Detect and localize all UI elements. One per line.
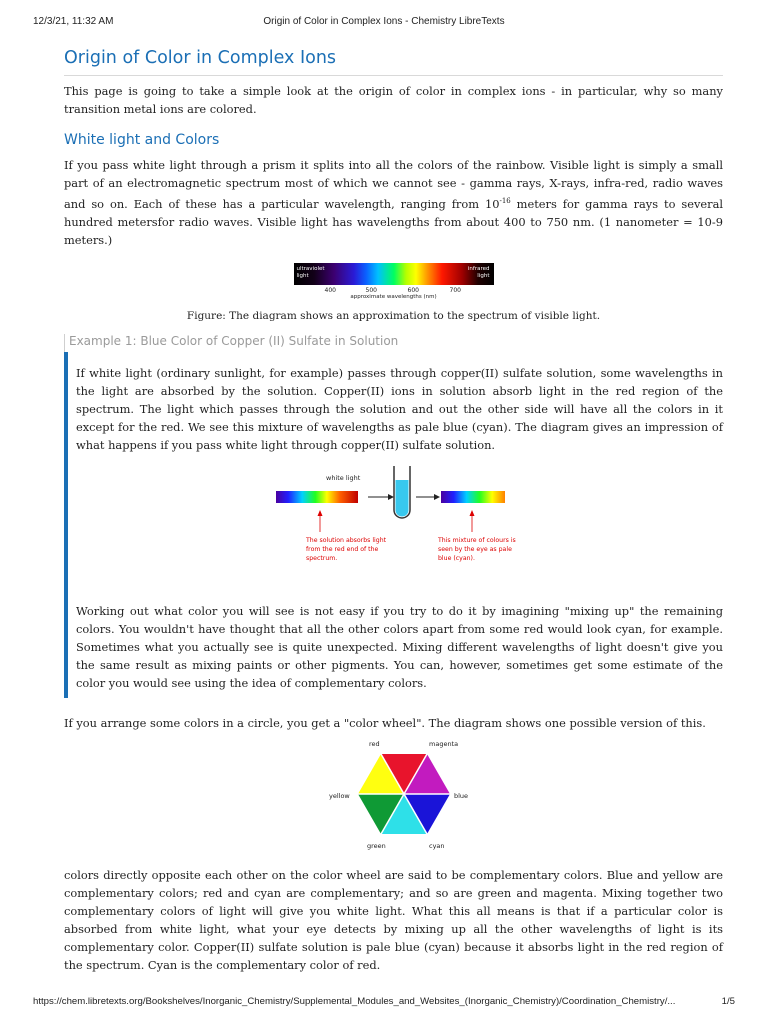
wheel-label-magenta: magenta: [428, 739, 458, 748]
example-paragraph-2: Working out what color you will see is not easy if you try to do it by imagining "mixing up" the remaining colors. You wouldn't have thought that all the other colors apart from some red would look cyan, for example. Sometimes what you actually see is quite unexpected. Mixing different wavelengths of light doesn't give you the same result as mixing paints or other pigments. You can, however, sometimes get some estimate of the color you would see using the idea of complementary colors.: [76, 603, 723, 690]
absorb-note: The solution absorbs light from the red end of the spectrum.: [306, 536, 387, 562]
example-body: [64, 352, 723, 698]
white-light-label: white light: [326, 473, 361, 482]
spectrum-bar: [294, 263, 494, 285]
print-header: [33, 16, 735, 32]
tick-label: 400: [324, 286, 336, 294]
tick-label: 700: [449, 286, 461, 294]
page-url: https://chem.libretexts.org/Bookshelves/Inorganic_Chemistry/Supplemental_Modules_and_Websites_(Inorganic_Chemistry)/Coordination_Chemistry/...: [33, 996, 676, 1007]
para-part-b: meters for gamma rays to several hundred metersfor radio waves. Visible light has wavelengths from about 400 to 750 nm. (1 nanometer = 10-9 meters.): [64, 196, 723, 247]
print-title: Origin of Color in Complex Ions - Chemistry LibreTexts: [263, 16, 505, 27]
spectrum-ticks: [294, 285, 494, 295]
red-arrow-icon: [470, 510, 475, 516]
wheel-intro-paragraph: If you arrange some colors in a circle, you get a "color wheel". The diagram shows one possible version of this.: [64, 715, 706, 730]
page-title: Origin of Color in Complex Ions: [64, 44, 723, 76]
exponent: -16: [499, 197, 511, 205]
tick-label: 500: [365, 286, 377, 294]
print-footer: [33, 996, 735, 1010]
wheel-label-green: green: [366, 841, 386, 850]
color-wheel-figure: [64, 738, 723, 854]
red-arrow-icon: [318, 510, 323, 516]
complementary-colors-paragraph: colors directly opposite each other on the color wheel are said to be complementary colors. Blue and yellow are complementary colors; red and cyan are complementary; and so are green and magenta. Mixing together two complementary colors of light will give you white light. What this all means is that if a particular color is absorbed from white light, what your eye detects by mixing up all the other wavelengths of light is its complementary color. Copper(II) sulfate solution is pale blue (cyan) because it absorbs light in the red region of the spectrum. Cyan is the complementary color of red.: [64, 867, 723, 972]
print-datetime: 12/3/21, 11:32 AM: [33, 16, 114, 27]
arrow-icon: [388, 494, 394, 500]
wheel-label-cyan: cyan: [428, 841, 445, 850]
color-wheel: [329, 738, 479, 850]
para-part-a: If you pass white light through a prism it splits into all the colors of the rainbow. Visible light is simply a small part of an electromagnetic spectrum most of which we cannot see - gamma rays, X-rays, infra-red, radio waves and so on. Each of these has a particular wavelength, ranging from 10: [64, 158, 723, 211]
spectrum-figure: [294, 263, 494, 300]
wheel-label-red: red: [368, 739, 380, 748]
wheel-label-blue: blue: [453, 791, 468, 800]
ir-label: infrared light: [467, 265, 490, 279]
intro-paragraph: This page is going to take a simple look at the origin of color in complex ions - in particular, why so many transition metal ions are colored.: [64, 84, 723, 116]
filtered-spectrum-bar: [441, 491, 505, 503]
spectrum-axis-label: approximate wavelengths (nm): [350, 293, 437, 300]
white-light-paragraph: [64, 156, 723, 249]
mixture-note: This mixture of colours is seen by the eye as pale blue (cyan).: [438, 536, 516, 562]
article: [64, 44, 723, 974]
full-spectrum-bar: [276, 491, 358, 503]
example-paragraph-1: If white light (ordinary sunlight, for example) passes through copper(II) sulfate solution, some wavelengths in the light are absorbed by the solution. Copper(II) ions in solution absorb light in the red region of the spectrum. The light which passes through the solution and out the other side will have all the colors in it except for the red. We see this mixture of wavelengths as pale blue (cyan). The diagram gives an impression of what happens if you pass white light through copper(II) sulfate solution.: [76, 365, 723, 452]
page-number: 1/5: [721, 996, 735, 1007]
arrow-icon: [434, 494, 440, 500]
example-box: [64, 334, 723, 698]
wheel-label-yellow: yellow: [328, 791, 350, 800]
section-heading-white-light: White light and Colors: [64, 132, 220, 148]
example-title: Example 1: Blue Color of Copper (II) Sulfate in Solution: [64, 334, 723, 352]
copper-sulfate-solution: [396, 480, 409, 517]
copper-sulfate-diagram: [76, 466, 716, 596]
figure-caption: Figure: The diagram shows an approximation to the spectrum of visible light.: [186, 309, 601, 322]
uv-label: ultraviolet light: [296, 265, 325, 279]
tick-label: 600: [407, 286, 419, 294]
